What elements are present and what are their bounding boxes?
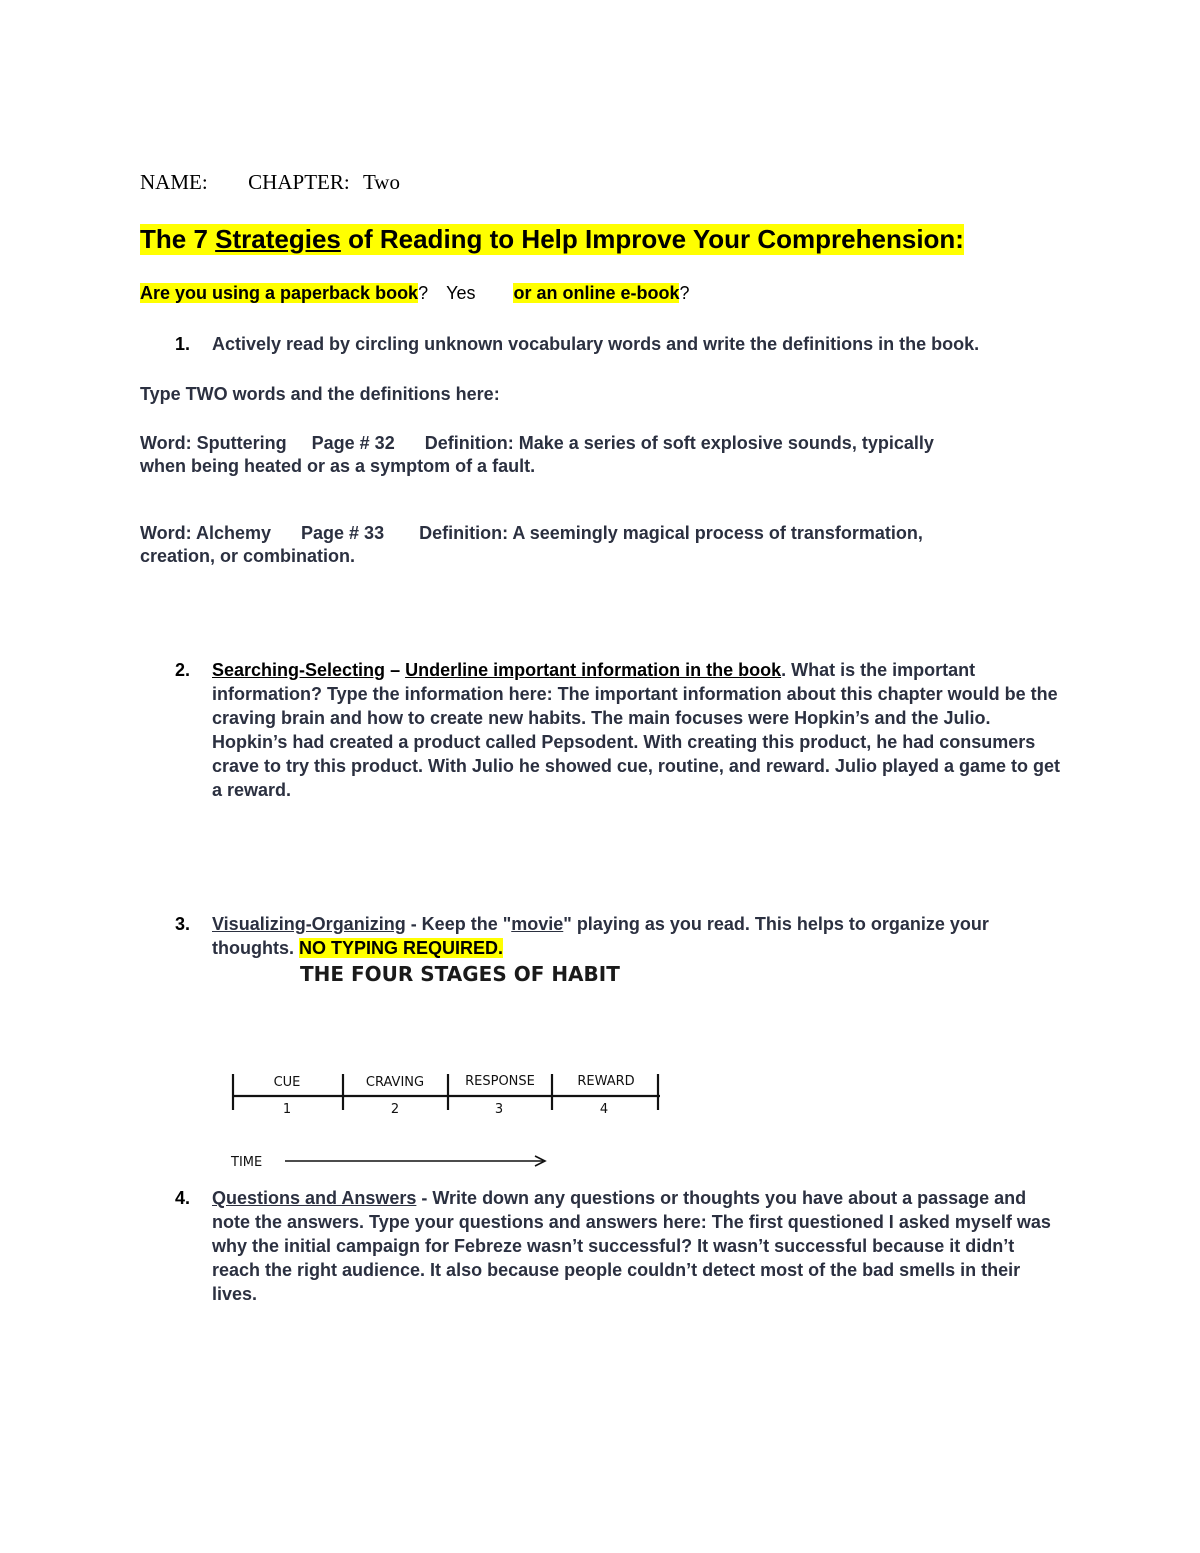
- chapter-value: Two: [362, 170, 400, 194]
- title-part3: of Reading to Help Improve Your Comprehension:: [340, 224, 964, 254]
- stage-number-3: 3: [494, 1102, 504, 1117]
- item-text: Actively read by circling unknown vocabulary words and write the definitions in the book.: [212, 334, 980, 354]
- habit-stages-diagram: [225, 960, 675, 1180]
- item-2-underline: Underline important information in the book: [405, 660, 782, 680]
- title-strategies: Strategies: [215, 224, 341, 254]
- item-4-heading: Questions and Answers: [212, 1188, 417, 1208]
- item-number: 4.: [175, 1188, 191, 1208]
- answer-yes: Yes: [446, 283, 476, 303]
- item-3-movie: movie: [511, 914, 564, 934]
- word-entry-2: [140, 522, 1020, 568]
- book-format-question: [140, 283, 690, 304]
- stage-label-craving: CRAVING: [365, 1075, 425, 1090]
- page-title: [140, 224, 964, 255]
- word-2-line-2: creation, or combination.: [140, 546, 356, 566]
- question-mark-1: ?: [418, 283, 429, 303]
- no-typing-highlight: NO TYPING REQUIRED.: [298, 938, 504, 958]
- diagram-title: THE FOUR STAGES OF HABIT: [300, 962, 620, 986]
- name-chapter-line: [140, 170, 400, 195]
- word-1-line-2: when being heated or as a symptom of a fault.: [140, 456, 536, 476]
- item-number: 3.: [175, 914, 191, 934]
- stage-number-1: 1: [282, 1102, 292, 1117]
- item-3-text-b: " playing as you read. This helps to organize your thoughts.: [212, 914, 989, 958]
- question-mark-2: ?: [679, 283, 690, 303]
- stage-label-reward: REWARD: [577, 1074, 635, 1089]
- time-label: TIME: [231, 1155, 263, 1170]
- word-entry-1: [140, 432, 1020, 478]
- item-3-text-a: - Keep the ": [405, 914, 512, 934]
- stage-label-response: RESPONSE: [465, 1074, 535, 1089]
- chapter-label: CHAPTER:: [248, 170, 350, 194]
- item-number: 1.: [175, 334, 191, 354]
- word-2-line-1: Word: Alchemy Page # 33 Definition: A seemingly magical process of transformation,: [140, 523, 923, 543]
- question-paperback: Are you using a paperback book: [140, 283, 419, 303]
- stage-label-cue: CUE: [273, 1075, 301, 1090]
- instruction-text: Type TWO words and the definitions here:: [140, 384, 500, 404]
- word-1-line-1: Word: Sputtering Page # 32 Definition: Make a series of soft explosive sounds, typically: [140, 433, 934, 453]
- item-4-text: - Write down any questions or thoughts you have about a passage and note the answers. Type your questions and answers here: The first questioned I asked myself was why the initial campaign for Febreze wasn’t successful? It wasn’t successful because it didn’t reach the right audience. It also because people couldn’t detect most of the bad smells in their lives.: [212, 1188, 1051, 1304]
- stage-number-4: 4: [599, 1102, 609, 1117]
- question-ebook: or an online e-book: [513, 283, 680, 303]
- item-2-heading: Searching-Selecting: [212, 660, 386, 680]
- item-2-text: . What is the important information? Type the information here: The important information about this chapter would be the craving brain and how to create new habits. The main focuses were Hopkin’s and the Julio. Hopkin’s had created a product called Pepsodent. With creating this product, he had consumers crave to try this product. With Julio he showed cue, routine, and reward. Julio played a game to get a reward.: [212, 660, 1060, 800]
- name-label: NAME:: [140, 170, 208, 194]
- item-number: 2.: [175, 660, 191, 680]
- title-part1: The 7: [140, 224, 216, 254]
- stage-number-2: 2: [390, 1102, 400, 1117]
- item-3-heading: Visualizing-Organizing: [212, 914, 406, 934]
- item-2-dash: –: [385, 660, 406, 680]
